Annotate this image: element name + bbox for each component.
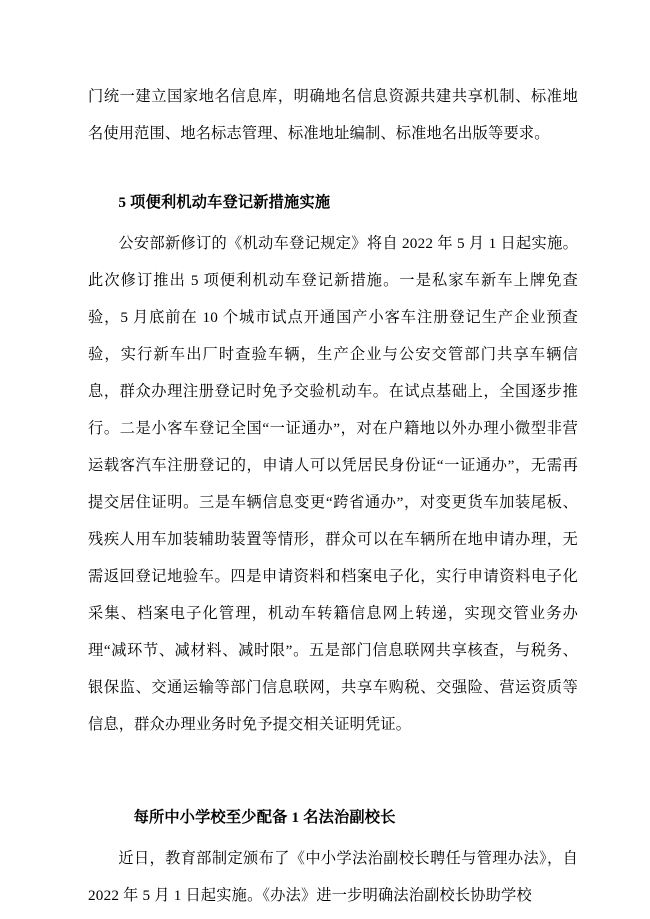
paragraph-vehicle-registration: 公安部新修订的《机动车登记规定》将自 2022 年 5 月 1 日起实施。此次修订推出 5 项便利机动车登记新措施。一是私家车新车上牌免查验，5 月底前在 10 个城市试点开通国产小客车注册登记生产企业预查验，实行新车出厂时查验车辆，生产企业与公安交管部门共享车辆信息，群众办理注册登记时免予交验机动车。在试点基础上，全国逐步推行。二是小客车登记全国“一证通办”，对在户籍地以外办理小微型非营运载客汽车注册登记的，申请人可以凭居民身份证“一证通办”，无需再提交居住证明。三是车辆信息变更“跨省通办”，对变更货车加装尾板、残疾人用车加装辅助装置等情形，群众可以在车辆所在地申请办理，无需返回登记地验车。四是申请资料和档案电子化，实行申请资料电子化采集、档案电子化管理，机动车转籍信息网上转递，实现交管业务办理“减环节、减材料、减时限”。五是部门信息联网共享核查，与税务、银保监、交通运输等部门信息联网，共享车购税、交强险、营运资质等信息，群众办理业务时免予提交相关证明凭证。 bbox=[88, 235, 578, 733]
heading-vehicle-registration: 5 项便利机动车登记新措施实施 bbox=[118, 194, 331, 211]
heading-school-vice-principal: 每所中小学校至少配备 1 名法治副校长 bbox=[133, 809, 396, 826]
paragraph-continued-top: 门统一建立国家地名信息库，明确地名信息资源共建共享机制、标准地名使用范围、地名标志管理、标准地址编制、标准地名出版等要求。 bbox=[88, 88, 578, 142]
spacer bbox=[88, 152, 578, 166]
spacer bbox=[88, 743, 578, 773]
document-body bbox=[88, 78, 578, 914]
paragraph-school-vice-principal: 近日，教育部制定颁布了《中小学法治副校长聘任与管理办法》，自 2022 年 5 月 1 日起实施。《办法》进一步明确法治副校长协助学校 bbox=[88, 850, 578, 904]
